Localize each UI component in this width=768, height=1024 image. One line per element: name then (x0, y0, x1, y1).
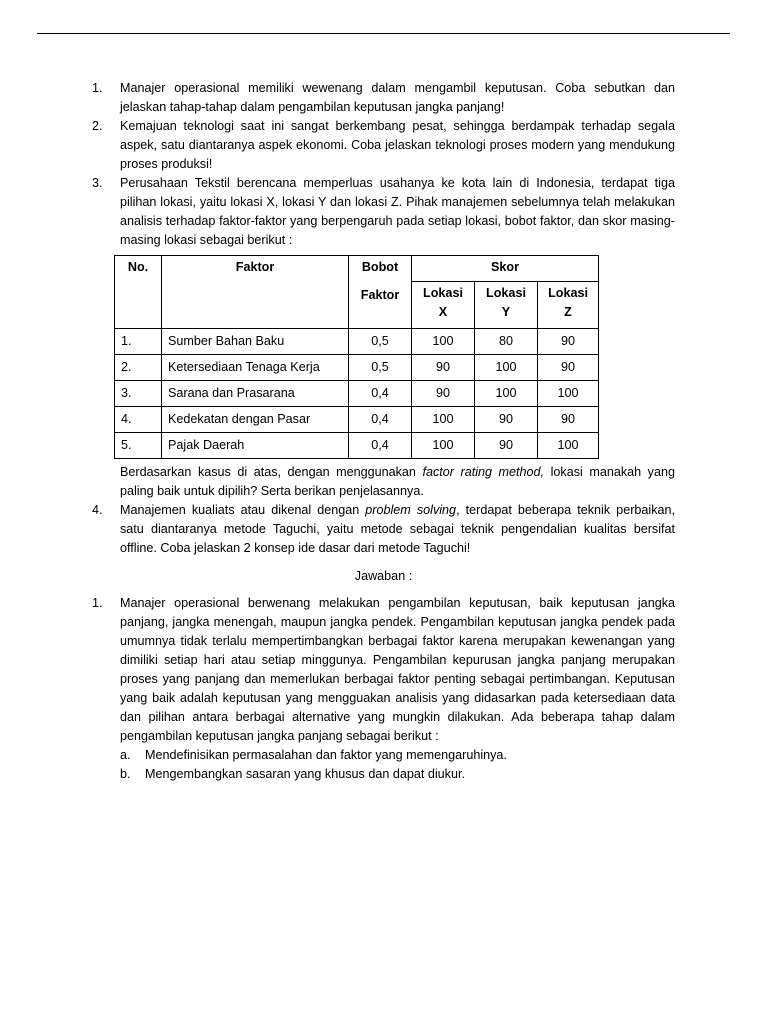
cell-faktor: Sarana dan Prasarana (162, 381, 349, 407)
table-row (115, 329, 599, 355)
cell-faktor: Pajak Daerah (162, 433, 349, 459)
cell-lokasi-z: 100 (538, 381, 599, 407)
question-text (120, 501, 675, 558)
question-number: 4. (92, 503, 103, 517)
header-no: No. (115, 256, 162, 329)
cell-lokasi-z: 100 (538, 433, 599, 459)
cell-lokasi-z: 90 (538, 329, 599, 355)
follow-text-italic: factor rating method, (422, 465, 545, 479)
cell-lokasi-z: 90 (538, 355, 599, 381)
cell-bobot: 0,5 (349, 355, 412, 381)
cell-bobot: 0,4 (349, 381, 412, 407)
cell-no: 4. (115, 407, 162, 433)
question-3 (92, 174, 675, 250)
question-text: Manajer operasional memiliki wewenang dalam mengambil keputusan. Coba sebutkan dan jelaskan tahap-tahap dalam pengambilan keputusan jangka panjang! (120, 81, 675, 114)
list-item (120, 746, 675, 765)
list-item (120, 765, 675, 784)
header-faktor: Faktor (162, 256, 349, 329)
question-1 (92, 79, 675, 117)
cell-no: 1. (115, 329, 162, 355)
q4-text-italic: problem solving (365, 503, 457, 517)
question-3-follow-up (120, 463, 675, 501)
cell-faktor: Ketersediaan Tenaga Kerja (162, 355, 349, 381)
list-item-label: a. (120, 748, 131, 762)
cell-bobot: 0,4 (349, 433, 412, 459)
header-bobot-line2: Faktor (360, 288, 400, 302)
answer-number: 1. (92, 596, 103, 610)
follow-text-before: Berdasarkan kasus di atas, dengan menggunakan (120, 465, 423, 479)
table-row (115, 381, 599, 407)
cell-no: 2. (115, 355, 162, 381)
header-lokasi-z: Lokasi Z (538, 282, 599, 329)
table-row (115, 433, 599, 459)
cell-lokasi-x: 100 (412, 407, 475, 433)
question-text: Perusahaan Tekstil berencana memperluas usahanya ke kota lain di Indonesia, terdapat tiga pilihan lokasi, yaitu lokasi X, lokasi Y dan lokasi Z. Pihak manajemen sebelumnya telah melakukan analisis terhadap faktor-faktor yang berpengaruh pada setiap lokasi, bobot faktor, dan skor masing-masing lokasi sebagai berikut : (120, 176, 675, 247)
cell-lokasi-y: 80 (475, 329, 538, 355)
cell-lokasi-y: 100 (475, 381, 538, 407)
table-row (115, 355, 599, 381)
header-lokasi-x: Lokasi X (412, 282, 475, 329)
cell-lokasi-x: 100 (412, 329, 475, 355)
document-body (92, 79, 675, 784)
cell-lokasi-y: 90 (475, 407, 538, 433)
cell-lokasi-z: 90 (538, 407, 599, 433)
question-number: 2. (92, 119, 103, 133)
list-item-text: Mendefinisikan permasalahan dan faktor yang memengaruhinya. (145, 748, 507, 762)
cell-lokasi-x: 90 (412, 381, 475, 407)
question-number: 3. (92, 176, 103, 190)
cell-lokasi-y: 90 (475, 433, 538, 459)
q4-text-after: , terdapat beberapa teknik perbaikan, satu diantaranya metode Taguchi, yaitu metode sebagai teknik pengendalian kualitas bersifat offline. Coba jelaskan 2 konsep ide dasar dari metode Taguchi! (120, 503, 675, 555)
cell-no: 3. (115, 381, 162, 407)
answer-1 (92, 594, 675, 784)
cell-lokasi-y: 100 (475, 355, 538, 381)
table-row (115, 407, 599, 433)
q4-text-before: Manajemen kualiats atau dikenal dengan (120, 503, 366, 517)
cell-bobot: 0,5 (349, 329, 412, 355)
table-header-row (115, 256, 599, 282)
list-item-label: b. (120, 767, 131, 781)
factor-rating-table (114, 255, 599, 459)
answer-paragraph: Manajer operasional berwenang melakukan pengambilan keputusan, baik keputusan jangka panjang, jangka menengah, maupun jangka pendek. Pengambilan keputusan jangka pendek pada umumnya tidak terlalu mempertimbangkan berbagai faktor karena merupakan kewenangan yang dimiliki setiap hari atau setiap minggunya. Pengambilan kepurusan jangka panjang merupakan proses yang panjang dan memerlukan berbagai faktor penting sebagai pertimbangan. Keputusan yang baik adalah keputusan yang mengguakan analisis yang didasarkan pada ketersediaan data dan pilihan antara berbagai alternative yang mungkin dilakukan. Ada beberapa tahap dalam pengambilan keputusan jangka panjang sebagai berikut : (120, 596, 675, 743)
header-rule (37, 33, 730, 34)
header-bobot (349, 256, 412, 329)
cell-no: 5. (115, 433, 162, 459)
jawaban-heading: Jawaban : (354, 569, 413, 583)
question-number: 1. (92, 81, 103, 95)
cell-faktor: Kedekatan dengan Pasar (162, 407, 349, 433)
cell-lokasi-x: 100 (412, 433, 475, 459)
header-skor: Skor (412, 256, 599, 282)
answer-text (120, 594, 675, 784)
cell-lokasi-x: 90 (412, 355, 475, 381)
question-2 (92, 117, 675, 174)
follow-text-after: lokasi manakah yang paling baik untuk dipilih? Serta berikan penjelasannya. (120, 465, 675, 498)
header-bobot-line1: Bobot (361, 260, 399, 274)
cell-faktor: Sumber Bahan Baku (162, 329, 349, 355)
list-item-text: Mengembangkan sasaran yang khusus dan dapat diukur. (145, 767, 465, 781)
cell-bobot: 0,4 (349, 407, 412, 433)
question-text: Kemajuan teknologi saat ini sangat berkembang pesat, sehingga berdampak terhadap segala aspek, satu diantaranya aspek ekonomi. Coba jelaskan teknologi proses modern yang mendukung proses produksi! (120, 119, 675, 171)
question-4 (92, 501, 675, 558)
header-lokasi-y: Lokasi Y (475, 282, 538, 329)
